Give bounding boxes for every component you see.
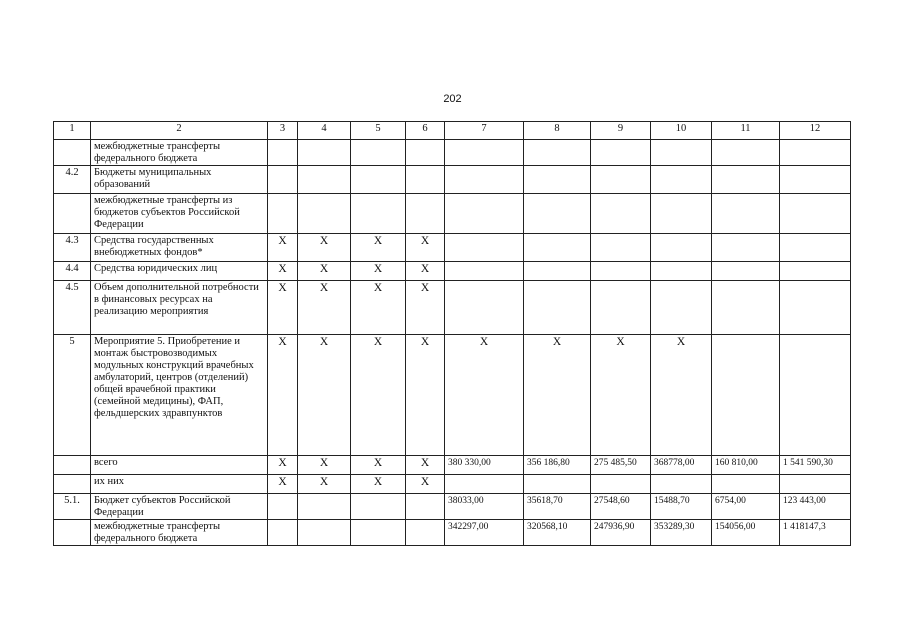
value-cell (780, 140, 851, 166)
value-cell: 247936,90 (591, 520, 651, 546)
value-cell (712, 140, 780, 166)
value-cell (712, 234, 780, 262)
value-cell (298, 194, 351, 234)
value-cell (524, 140, 591, 166)
value-cell: 35618,70 (524, 494, 591, 520)
value-cell (351, 194, 406, 234)
value-cell: 342297,00 (445, 520, 524, 546)
value-cell: X (591, 335, 651, 456)
table-row (54, 194, 851, 234)
value-cell (445, 281, 524, 335)
value-cell (406, 140, 445, 166)
value-cell (712, 262, 780, 281)
value-cell (780, 475, 851, 494)
value-cell: X (298, 281, 351, 335)
value-cell: 353289,30 (651, 520, 712, 546)
value-cell: X (406, 262, 445, 281)
row-name-cell: Объем дополнительной потребности в финансовых ресурсах на реализацию мероприятия (91, 281, 268, 335)
value-cell (651, 166, 712, 194)
row-name-cell: Средства государственных внебюджетных фондов* (91, 234, 268, 262)
value-cell (591, 262, 651, 281)
value-cell (591, 475, 651, 494)
value-cell (351, 520, 406, 546)
value-cell: X (298, 475, 351, 494)
table-row (54, 520, 851, 546)
header-cell: 2 (91, 122, 268, 140)
value-cell: X (351, 281, 406, 335)
value-cell: 320568,10 (524, 520, 591, 546)
header-row (54, 122, 851, 140)
value-cell: X (445, 335, 524, 456)
value-cell: 275 485,50 (591, 456, 651, 475)
row-number-cell: 4.2 (54, 166, 91, 194)
row-name-cell: межбюджетные трансферты федерального бюджета (91, 520, 268, 546)
row-number-cell: 4.3 (54, 234, 91, 262)
value-cell: 123 443,00 (780, 494, 851, 520)
value-cell: X (268, 262, 298, 281)
table-row (54, 281, 851, 335)
value-cell: 1 541 590,30 (780, 456, 851, 475)
value-cell: X (406, 456, 445, 475)
value-cell: 356 186,80 (524, 456, 591, 475)
value-cell: X (268, 456, 298, 475)
value-cell: X (268, 234, 298, 262)
value-cell (406, 494, 445, 520)
value-cell (780, 194, 851, 234)
value-cell (651, 140, 712, 166)
value-cell: 6754,00 (712, 494, 780, 520)
row-number-cell: 5.1. (54, 494, 91, 520)
value-cell: X (651, 335, 712, 456)
table-row (54, 456, 851, 475)
header-cell: 4 (298, 122, 351, 140)
value-cell (780, 234, 851, 262)
value-cell (780, 166, 851, 194)
value-cell (591, 166, 651, 194)
value-cell (712, 281, 780, 335)
budget-table (53, 121, 851, 546)
row-number-cell (54, 194, 91, 234)
value-cell (712, 335, 780, 456)
value-cell (268, 494, 298, 520)
value-cell (524, 166, 591, 194)
value-cell (524, 234, 591, 262)
value-cell (406, 166, 445, 194)
value-cell: X (406, 475, 445, 494)
value-cell (406, 194, 445, 234)
header-cell: 6 (406, 122, 445, 140)
value-cell (298, 520, 351, 546)
value-cell: 38033,00 (445, 494, 524, 520)
value-cell (298, 166, 351, 194)
value-cell: X (351, 475, 406, 494)
value-cell: 368778,00 (651, 456, 712, 475)
value-cell (298, 494, 351, 520)
value-cell: 160 810,00 (712, 456, 780, 475)
row-name-cell: их них (91, 475, 268, 494)
value-cell: 380 330,00 (445, 456, 524, 475)
header-cell: 5 (351, 122, 406, 140)
table-row (54, 494, 851, 520)
value-cell (524, 194, 591, 234)
table-row (54, 234, 851, 262)
row-name-cell: Бюджеты муниципальных образований (91, 166, 268, 194)
table-row (54, 166, 851, 194)
value-cell (780, 335, 851, 456)
value-cell (268, 520, 298, 546)
table-row (54, 335, 851, 456)
value-cell (445, 140, 524, 166)
header-cell: 3 (268, 122, 298, 140)
value-cell (351, 140, 406, 166)
row-name-cell: межбюджетные трансферты из бюджетов субъектов Российской Федерации (91, 194, 268, 234)
header-cell: 7 (445, 122, 524, 140)
row-name-cell: всего (91, 456, 268, 475)
value-cell (591, 140, 651, 166)
value-cell (351, 166, 406, 194)
value-cell (445, 194, 524, 234)
header-cell: 9 (591, 122, 651, 140)
value-cell: X (268, 281, 298, 335)
value-cell: X (406, 335, 445, 456)
value-cell (524, 475, 591, 494)
value-cell: X (351, 456, 406, 475)
value-cell (406, 520, 445, 546)
value-cell: X (351, 335, 406, 456)
value-cell: 15488,70 (651, 494, 712, 520)
table-row (54, 262, 851, 281)
value-cell (524, 281, 591, 335)
row-number-cell (54, 520, 91, 546)
value-cell (780, 281, 851, 335)
row-number-cell (54, 140, 91, 166)
value-cell (268, 140, 298, 166)
value-cell: X (268, 475, 298, 494)
value-cell (268, 166, 298, 194)
row-name-cell: Средства юридических лиц (91, 262, 268, 281)
value-cell: X (406, 234, 445, 262)
value-cell: 27548,60 (591, 494, 651, 520)
value-cell: X (524, 335, 591, 456)
value-cell (651, 475, 712, 494)
value-cell (591, 281, 651, 335)
page-number: 202 (443, 93, 462, 105)
row-number-cell: 4.4 (54, 262, 91, 281)
value-cell: 1 418147,3 (780, 520, 851, 546)
row-number-cell: 4.5 (54, 281, 91, 335)
value-cell (712, 475, 780, 494)
header-cell: 10 (651, 122, 712, 140)
value-cell (651, 234, 712, 262)
value-cell (591, 194, 651, 234)
table-row (54, 140, 851, 166)
header-cell: 12 (780, 122, 851, 140)
value-cell: X (298, 335, 351, 456)
row-name-cell: Мероприятие 5. Приобретение и монтаж быстровозводимых модульных конструкций врачебных амбулаторий, центров (отделений) общей врачебной практики (семейной медицины), ФАП, фельдшерских здравпунктов (91, 335, 268, 456)
value-cell (268, 194, 298, 234)
value-cell (524, 262, 591, 281)
value-cell: X (351, 234, 406, 262)
row-name-cell: Бюджет субъектов Российской Федерации (91, 494, 268, 520)
value-cell (651, 281, 712, 335)
value-cell: X (351, 262, 406, 281)
value-cell: X (406, 281, 445, 335)
value-cell (591, 234, 651, 262)
value-cell: X (298, 262, 351, 281)
value-cell (445, 166, 524, 194)
value-cell: 154056,00 (712, 520, 780, 546)
row-name-cell: межбюджетные трансферты федерального бюджета (91, 140, 268, 166)
table-row (54, 475, 851, 494)
value-cell (445, 475, 524, 494)
value-cell (651, 194, 712, 234)
value-cell (445, 234, 524, 262)
header-cell: 8 (524, 122, 591, 140)
value-cell: X (298, 456, 351, 475)
value-cell (780, 262, 851, 281)
header-cell: 1 (54, 122, 91, 140)
value-cell: X (298, 234, 351, 262)
value-cell (712, 166, 780, 194)
value-cell: X (268, 335, 298, 456)
row-number-cell: 5 (54, 335, 91, 456)
value-cell (712, 194, 780, 234)
value-cell (351, 494, 406, 520)
value-cell (445, 262, 524, 281)
value-cell (298, 140, 351, 166)
row-number-cell (54, 456, 91, 475)
row-number-cell (54, 475, 91, 494)
header-cell: 11 (712, 122, 780, 140)
value-cell (651, 262, 712, 281)
